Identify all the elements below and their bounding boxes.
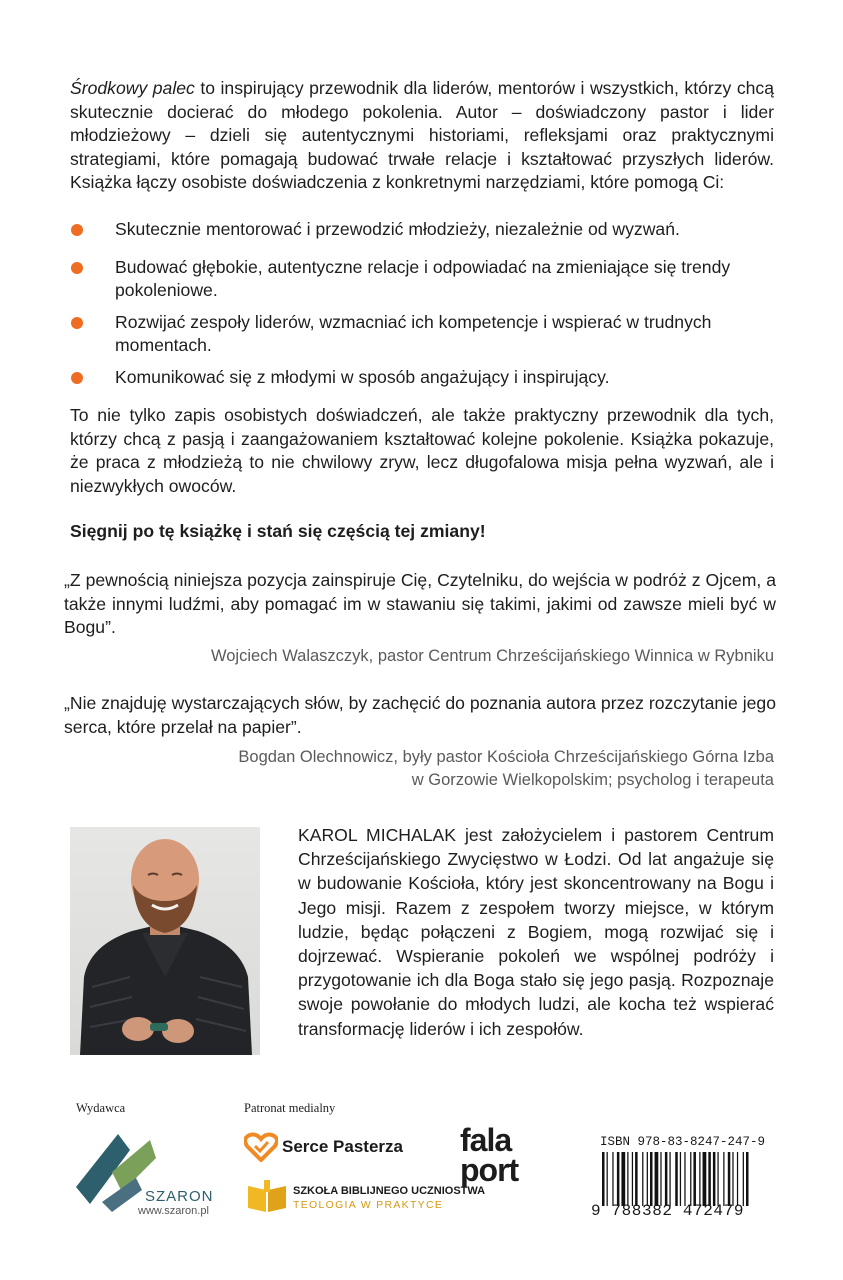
description-paragraph: To nie tylko zapis osobistych doświadczeń, ale także praktyczny przewodnik dla tych, którzy chcą z pasją i zaangażowaniem kształtować kolejne pokolenie. Książka pokazuje, że praca z młodzieżą to nie chwilowy zryw, lecz długofalowa misja pełna wyzwań, ale i niezwykłych owoców. xyxy=(70,405,774,496)
barcode-bar xyxy=(665,1152,668,1206)
publisher-url: www.szaron.pl xyxy=(138,1205,209,1217)
author-photo xyxy=(70,827,260,1055)
barcode-bar xyxy=(737,1152,738,1206)
barcode-bar xyxy=(717,1152,718,1206)
endorsement-attribution: Wojciech Walaszczyk, pastor Centrum Chrześcijańskiego Winnica w Rybniku xyxy=(210,647,774,665)
endorsement-quote: „Z pewnością niniejsza pozycja zainspiruje Cię, Czytelniku, do wejścia w podróż z Ojcem, a także innymi ludźmi, aby pomagać im w stawaniu się takimi, jakimi od zawsze mieli być w Bogu”. xyxy=(64,570,776,638)
barcode-bar xyxy=(732,1152,733,1206)
barcode-bar xyxy=(693,1152,696,1206)
publisher-name: SZARON xyxy=(145,1188,214,1205)
barcode-bar xyxy=(690,1152,691,1206)
book-title: Środkowy palec xyxy=(70,78,195,98)
bullet-dot-icon xyxy=(71,317,83,329)
barcode-bar xyxy=(723,1152,724,1206)
isbn-number: ISBN 978-83-8247-247-9 xyxy=(600,1135,766,1149)
barcode-bar xyxy=(669,1152,670,1206)
barcode-bar xyxy=(708,1152,711,1206)
heart-icon xyxy=(244,1132,278,1162)
list-item: Rozwijać zespoły liderów, wzmacniać ich kompetencje i wspierać w trudnych momentach. xyxy=(70,311,780,358)
intro-text: to inspirujący przewodnik dla liderów, mentorów i wszystkich, którzy chcą skutecznie docierać do młodego pokolenia. Autor – doświadczony pastor i lider młodzieżowy – dzieli się autentycznymi historiami, refleksjami oraz praktycznymi strategiami, które pomagają budować trwałe relacje i kształtować przyszłych liderów. Książka łączy osobiste doświadczenia z konkretnymi narzędziami, które pomogą Ci: xyxy=(70,78,774,193)
serce-pasterza-logo: Serce Pasterza xyxy=(282,1137,403,1156)
barcode-icon xyxy=(600,1152,774,1206)
author-bio: KAROL MICHALAK jest założycielem i pastorem Centrum Chrześcijańskiego Zwycięstwo w Łodzi. Od lat angażuje się w budowanie Kościoła, który jest skoncentrowany na Bogu i Jego misji. Razem z zespołem tworzy miejsce, w którym ludzie, będąc połączeni z Bogiem, mogą rozwijać się i dojrzewać. Wspieranie pokoleń we wspólnej podróży i przygotowanie ich dla Boga stało się jego pasją. Rozpoznaje swoje powołanie do młodych ludzi, ale kocha też wspierać transformację liderów i ich zespołów. xyxy=(298,825,774,1039)
barcode-bar xyxy=(607,1152,608,1206)
bullet-dot-icon xyxy=(71,262,83,274)
barcode-bar xyxy=(703,1152,707,1206)
barcode-bar xyxy=(746,1152,749,1206)
bullet-dot-icon xyxy=(71,372,83,384)
publisher-label: Wydawca xyxy=(76,1101,126,1115)
endorsement-attribution: Bogdan Olechnowicz, były pastor Kościoła Chrześcijańskiego Górna Izba xyxy=(238,748,774,766)
endorsement-attribution: w Gorzowie Wielkopolskim; psycholog i terapeuta xyxy=(411,771,774,789)
list-item: Budować głębokie, autentyczne relacje i odpowiadać na zmieniające się trendy pokoleniowe. xyxy=(70,256,780,303)
barcode-bar xyxy=(713,1152,716,1206)
barcode-bar xyxy=(602,1152,605,1206)
barcode-bar xyxy=(650,1152,653,1206)
list-item: Skutecznie mentorować i przewodzić młodzieży, niezależnie od wyzwań. xyxy=(70,218,780,242)
barcode-bar xyxy=(655,1152,659,1206)
barcode-bar xyxy=(680,1152,681,1206)
ean-number: 9 788382 472479 xyxy=(591,1202,745,1220)
barcode-bar xyxy=(621,1152,625,1206)
barcode-bar xyxy=(699,1152,700,1206)
endorsement-quote: „Nie znajduję wystarczających słów, by zachęcić do poznania autora przez rozczytanie jego serca, które przelał na papier”. xyxy=(64,693,776,737)
call-to-action: Sięgnij po tę książkę i stań się częścią tej zmiany! xyxy=(70,521,486,541)
barcode-bar xyxy=(617,1152,620,1206)
benefits-list xyxy=(70,218,780,390)
list-item: Komunikować się z młodymi w sposób angażujący i inspirujący. xyxy=(70,366,780,390)
media-patronage-label: Patronat medialny xyxy=(244,1101,336,1115)
barcode-bar xyxy=(647,1152,648,1206)
school-logo-title: SZKOŁA BIBLIJNEGO UCZNIOSTWA xyxy=(293,1185,486,1197)
barcode-bar xyxy=(660,1152,661,1206)
barcode-bar xyxy=(642,1152,643,1206)
bullet-dot-icon xyxy=(71,224,83,236)
barcode-bar xyxy=(632,1152,633,1206)
fala-port-logo: fala port xyxy=(460,1122,519,1188)
intro-paragraph xyxy=(70,77,774,195)
barcode-bar xyxy=(728,1152,731,1206)
school-logo-subtitle: TEOLOGIA W PRAKTYCE xyxy=(293,1199,444,1211)
barcode-bar xyxy=(743,1152,744,1206)
book-icon xyxy=(246,1180,288,1214)
barcode-bar xyxy=(627,1152,628,1206)
barcode-bar xyxy=(684,1152,685,1206)
barcode-bar xyxy=(635,1152,638,1206)
barcode-bar xyxy=(675,1152,678,1206)
author-name: KAROL MICHALAK xyxy=(298,825,456,845)
barcode-bar xyxy=(612,1152,613,1206)
author-portrait-icon xyxy=(70,827,260,1055)
